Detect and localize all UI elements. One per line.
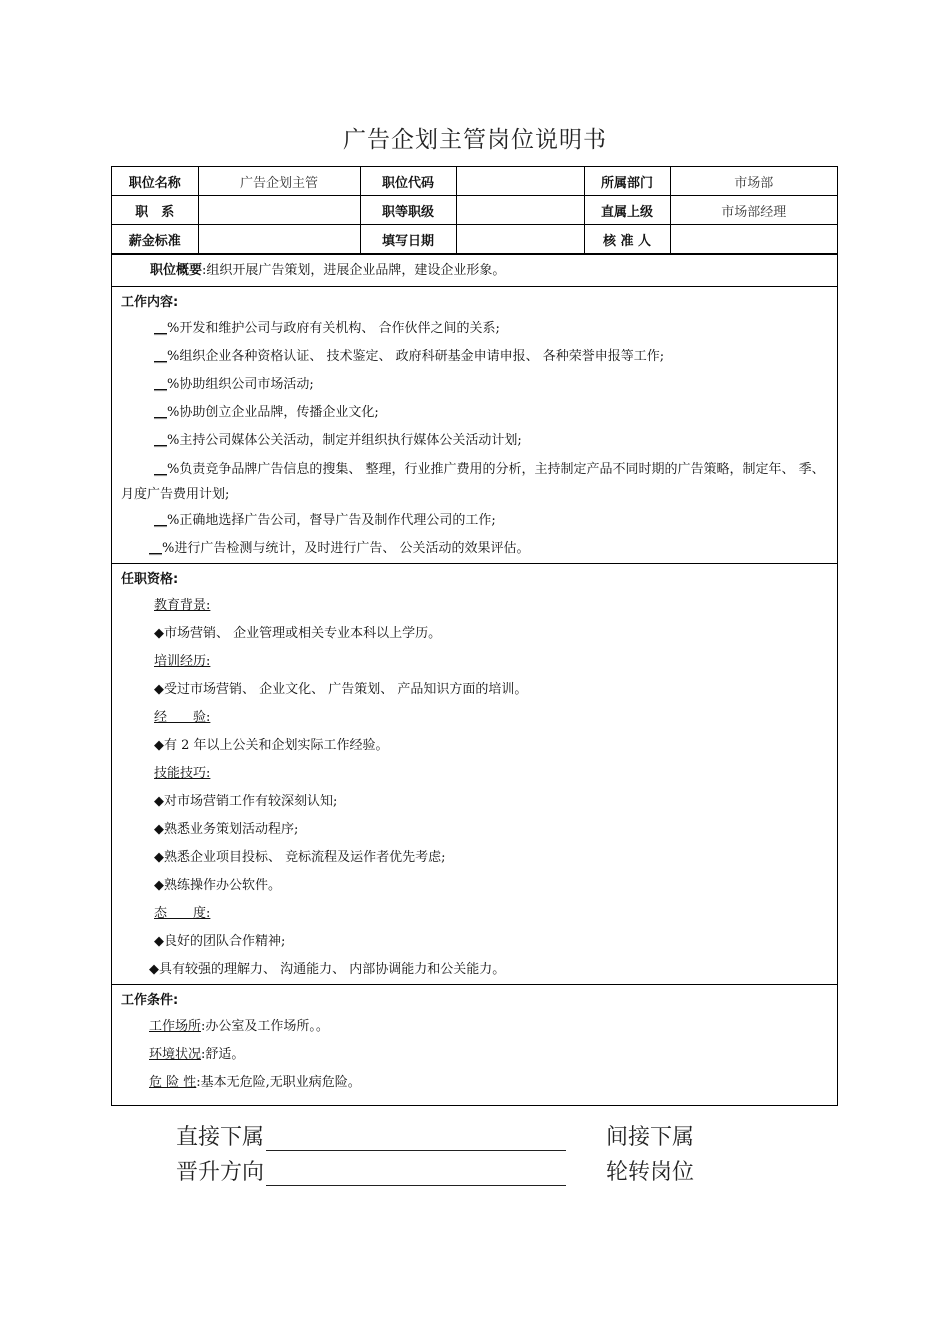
value-fill-date [456,225,584,254]
value-approver [670,225,837,254]
list-item [112,535,837,563]
list-item [112,1013,837,1041]
position-summary [112,254,837,286]
blank-marker: __ [154,349,167,364]
value-supervisor: 市场部经理 [670,196,837,225]
indirect-subordinate-label: 间接下属 [606,1125,695,1150]
list-item: ◆有 2 年以上公关和企划实际工作经验。 [154,738,389,753]
label-position-code: 职位代码 [360,167,456,196]
blank-marker: __ [154,405,167,420]
list-item: ◆对市场营销工作有较深刻认知; [154,794,338,809]
list-item [112,399,837,427]
heading-text: 培训经历: [154,654,211,669]
label-supervisor: 直属上级 [584,196,670,225]
condition-key: 工作场所 [149,1019,202,1034]
label-salary: 薪金标准 [112,225,198,254]
page-title: 广告企划主管岗位说明书 [343,127,607,153]
heading-text: 教育背景: [154,598,211,613]
value-position-name: 广告企划主管 [198,167,360,196]
condition-value: :舒适。 [201,1047,245,1062]
section-padding [112,1097,837,1105]
duty-text: %正确地选择广告公司，督导广告及制作代理公司的工作; [167,513,496,528]
value-position-code [456,167,584,196]
duty-text: %协助组织公司市场活动; [167,377,314,392]
list-item: ◆具有较强的理解力、 沟通能力、 内部协调能力和公关能力。 [149,962,506,977]
label-fill-date: 填写日期 [360,225,456,254]
blank-marker: __ [149,541,162,556]
value-department: 市场部 [670,167,837,196]
direct-subordinate-blank [266,1128,566,1151]
promotion-blank [266,1163,566,1186]
heading-text: 经 验: [154,710,211,725]
duty-text: %协助创立企业品牌，传播企业文化; [167,405,379,420]
condition-value: :基本无危险,无职业病危险。 [196,1075,361,1090]
attitude-heading [112,900,837,928]
value-salary [198,225,360,254]
condition-key: 危 险 性 [149,1075,197,1090]
qualifications-title: 任职资格: [121,572,179,587]
rotation-label: 轮转岗位 [606,1160,695,1185]
list-item [112,427,837,455]
list-item: ◆受过市场营销、 企业文化、 广告策划、 产品知识方面的培训。 [154,682,528,697]
header-row [112,225,837,254]
list-item: ◆熟练操作办公软件。 [154,878,281,893]
duty-text: %进行广告检测与统计，及时进行广告、 公关活动的效果评估。 [162,541,530,556]
blank-marker: __ [154,433,167,448]
blank-marker: __ [154,377,167,392]
list-item [112,1041,837,1069]
duties-section [112,286,837,563]
training-heading [112,648,837,676]
job-description-form [111,166,838,1106]
blank-marker: __ [154,513,167,528]
education-heading [112,592,837,620]
list-item [112,1069,837,1097]
duty-text: %负责竞争品牌广告信息的搜集、 整理，行业推广费用的分析，主持制定产品不同时期的广告策略，制定年、 季、 月度广告费用计划; [121,462,825,502]
list-item: ◆市场营销、 企业管理或相关专业本科以上学历。 [154,626,442,641]
blank-marker: __ [154,462,167,477]
duty-text: %主持公司媒体公关活动，制定并组织执行媒体公关活动计划; [167,433,522,448]
skills-heading [112,760,837,788]
label-position-name: 职位名称 [112,167,198,196]
list-item [112,371,837,399]
experience-heading [112,704,837,732]
condition-value: :办公室及工作场所。。 [201,1019,329,1034]
list-item: ◆熟悉企业项目投标、 竞标流程及运作者优先考虑; [154,850,446,865]
list-item [112,315,837,343]
value-grade [456,196,584,225]
list-item: ◆熟悉业务策划活动程序; [154,822,299,837]
conditions-section [112,984,837,1105]
header-table [112,167,837,254]
qualifications-section [112,563,837,984]
duties-title: 工作内容: [121,295,179,310]
list-item [112,343,837,371]
conditions-title: 工作条件: [121,993,179,1008]
summary-text: :组织开展广告策划，进展企业品牌，建设企业形象。 [202,263,506,278]
heading-text: 态 度: [154,906,211,921]
value-job-family [198,196,360,225]
list-item: ◆良好的团队合作精神; [154,934,286,949]
header-row [112,167,837,196]
label-grade: 职等职级 [360,196,456,225]
footer-row-subordinates [176,1120,695,1151]
header-row [112,196,837,225]
condition-key: 环境状况 [149,1047,202,1062]
label-department: 所属部门 [584,167,670,196]
duty-text: %开发和维护公司与政府有关机构、 合作伙伴之间的关系; [167,321,500,336]
heading-text: 技能技巧: [154,766,211,781]
summary-label: 职位概要 [150,263,203,278]
duty-text: %组织企业各种资格认证、 技术鉴定、 政府科研基金申请申报、 各种荣誉申报等工作; [167,349,665,364]
list-item [112,507,837,535]
blank-marker: __ [154,321,167,336]
label-job-family: 职 系 [112,196,198,225]
promotion-label: 晋升方向 [176,1160,265,1185]
label-approver: 核 准 人 [584,225,670,254]
list-item [112,455,837,507]
footer-row-career [176,1155,695,1186]
direct-subordinate-label: 直接下属 [176,1125,265,1150]
